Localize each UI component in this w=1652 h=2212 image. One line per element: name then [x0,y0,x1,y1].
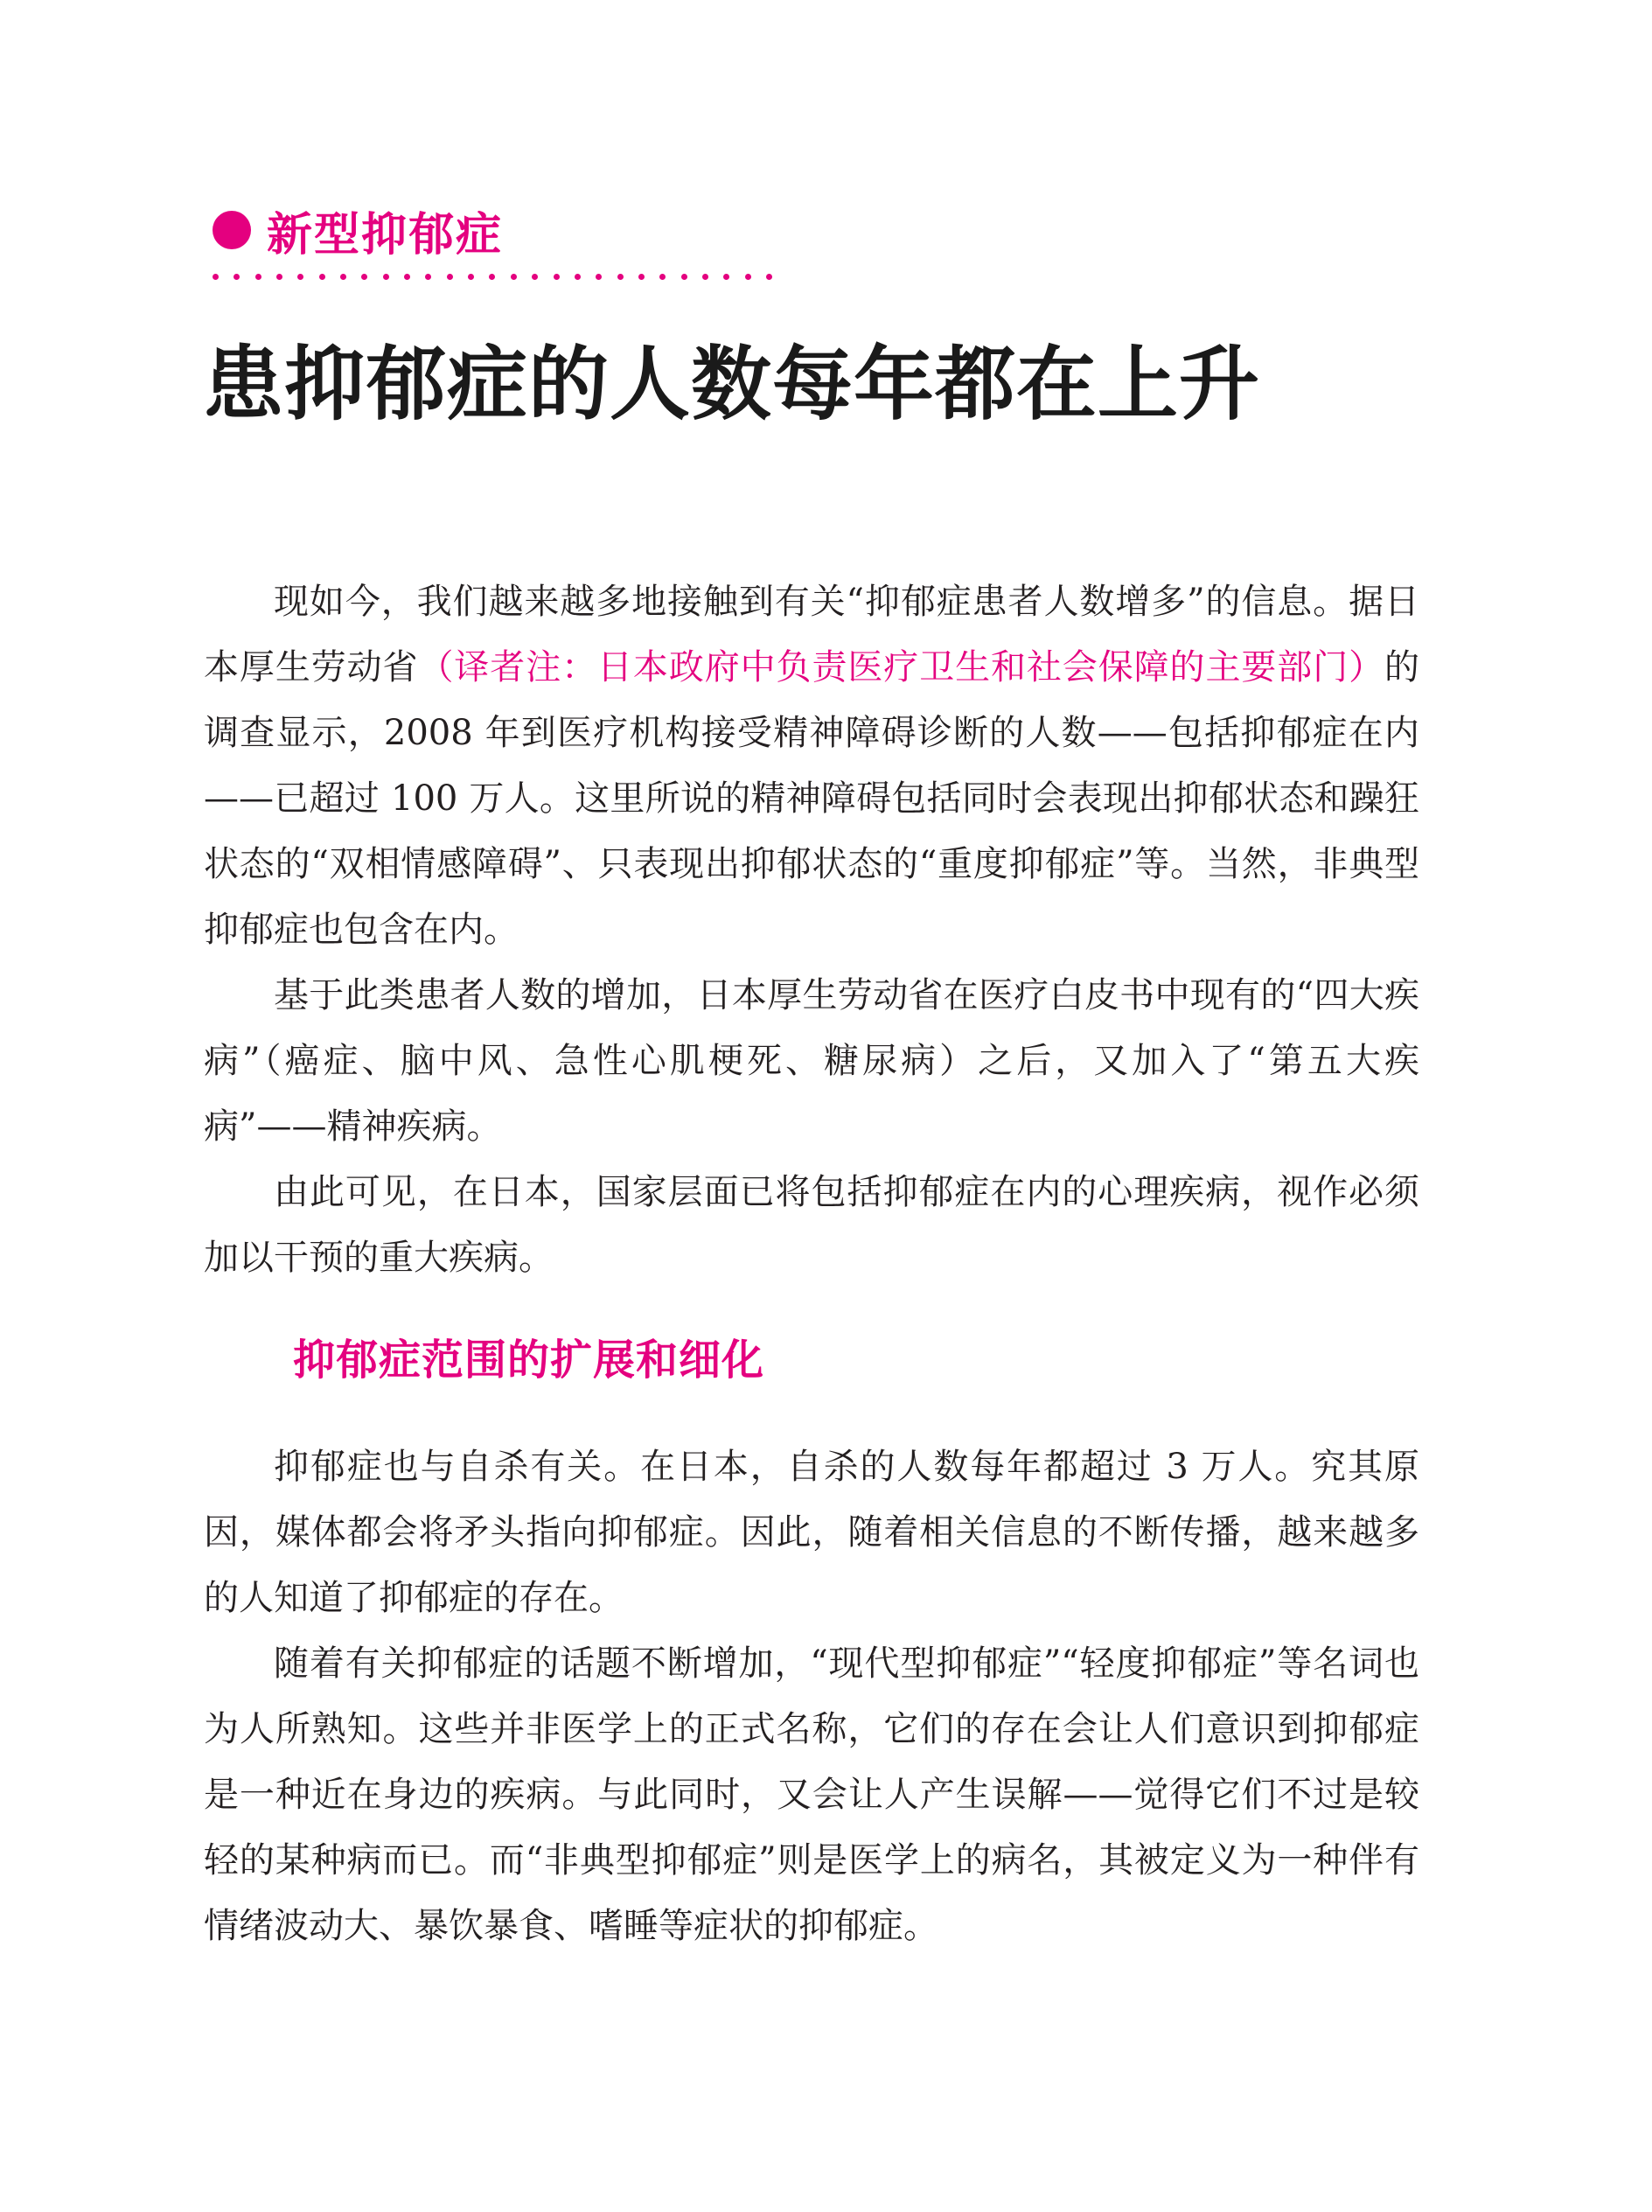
paragraph: 基于此类患者人数的增加，日本厚生劳动省在医疗白皮书中现有的“四大疾病”（癌症、脑中风、急性心肌梗死、糖尿病）之后，又加入了“第五大疾病”——精神疾病。 [204,975,1419,1147]
paragraph: 抑郁症也与自杀有关。在日本，自杀的人数每年都超过 3 万人。究其原因，媒体都会将矛头指向抑郁症。因此，随着相关信息的不断传播，越来越多的人知道了抑郁症的存在。 [204,1447,1419,1618]
translator-note: （译者注：日本政府中负责医疗卫生和社会保障的主要部门） [418,647,1385,687]
paragraph: 随着有关抑郁症的话题不断增加，“现代型抑郁症”“轻度抑郁症”等名词也为人所熟知。这些并非医学上的正式名称，它们的存在会让人们意识到抑郁症是一种近在身边的疾病。与此同时，又会让人产生误解——觉得它们不过是较轻的某种病而已。而“非典型抑郁症”则是医学上的病名，其被定义为一种伴有情绪波动大、暴饮暴食、嗜睡等症状的抑郁症。 [204,1643,1419,1946]
dotted-divider [213,271,772,282]
section-label [213,199,503,261]
subheading: 抑郁症范围的扩展和细化 [293,1336,765,1385]
body-text-part1 [204,569,1419,1291]
paragraph-text: 现如今，我们越来越多地接触到有关“抑郁症患者人数增多”的信息。据日本厚生劳动省 [204,582,1419,687]
bullet-dot-icon [213,211,251,249]
paragraph-text: 的调查显示，2008 年到医疗机构接受精神障碍诊断的人数——包括抑郁症在内——已超过 100 万人。这里所说的精神障碍包括同时会表现出抑郁状态和躁狂状态的“双相情感障碍”、只表现出抑郁状态的“重度抑郁症”等。当然，非典型抑郁症也包含在内。 [204,647,1420,950]
section-label-text: 新型抑郁症 [267,208,504,262]
page-title: 患抑郁症的人数每年都在上升 [203,337,1261,431]
body-text-part2 [204,1434,1419,1959]
paragraph: 由此可见，在日本，国家层面已将包括抑郁症在内的心理疾病，视作必须加以干预的重大疾病。 [204,1172,1419,1278]
paragraph [204,569,1419,963]
